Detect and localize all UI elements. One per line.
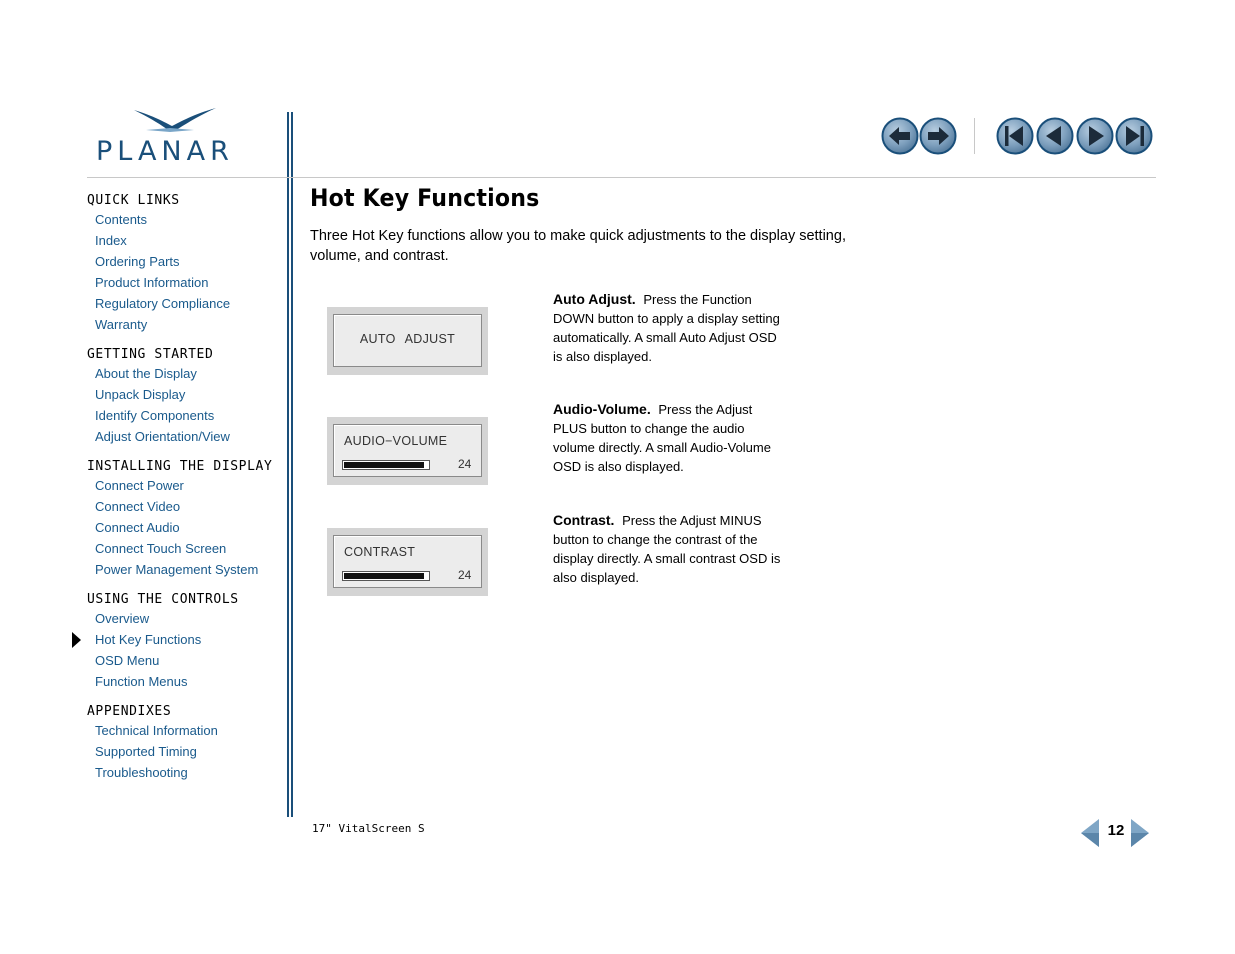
nav-link-function-menus[interactable]: Function Menus <box>95 674 188 689</box>
header-rule <box>87 177 1156 178</box>
osd-level-fill <box>344 462 424 468</box>
nav-link-connect-video[interactable]: Connect Video <box>95 499 181 514</box>
nav-link-technical-information[interactable]: Technical Information <box>95 723 218 738</box>
page-number: 12 <box>1107 822 1125 839</box>
nav-heading: GETTING STARTED <box>87 347 214 362</box>
page-prev-button[interactable] <box>1080 818 1100 848</box>
nav-link-product-information[interactable]: Product Information <box>95 275 209 290</box>
nav-link-overview[interactable]: Overview <box>95 611 150 626</box>
contrast-description <box>553 511 783 587</box>
description-term: Auto Adjust. <box>553 291 636 307</box>
nav-link-ordering-parts[interactable]: Ordering Parts <box>95 254 180 269</box>
sidebar-nav <box>87 192 282 794</box>
previous-page-button[interactable] <box>1036 117 1074 155</box>
osd-label: AUTO ADJUST <box>359 332 456 346</box>
description-text: Press the Adjust MINUS button to change the contrast of the display directly. A small contrast OSD is also displayed. <box>553 513 781 585</box>
next-page-icon <box>1076 117 1114 155</box>
nav-link-about-display[interactable]: About the Display <box>95 366 197 381</box>
osd-level-bar <box>342 460 430 470</box>
description-term: Audio-Volume. <box>553 401 651 417</box>
nav-link-unpack-display[interactable]: Unpack Display <box>95 387 186 402</box>
osd-audio-volume-image <box>327 417 488 485</box>
osd-label: AUDIO−VOLUME <box>344 434 448 448</box>
current-page-marker-icon <box>72 632 81 648</box>
last-page-icon <box>1115 117 1153 155</box>
osd-label: CONTRAST <box>344 545 416 559</box>
auto-adjust-description <box>553 290 783 366</box>
audio-volume-description <box>553 400 783 476</box>
previous-page-icon <box>1036 117 1074 155</box>
nav-section-appendixes <box>87 703 282 783</box>
osd-panel <box>333 424 482 477</box>
nav-link-contents[interactable]: Contents <box>95 212 148 227</box>
intro-paragraph: Three Hot Key functions allow you to make quick adjustments to the display setting, volume, and contrast. <box>310 228 846 264</box>
sidebar-divider <box>291 112 293 817</box>
nav-current-item <box>87 629 282 650</box>
first-page-icon <box>996 117 1034 155</box>
nav-link-index[interactable]: Index <box>95 233 127 248</box>
forward-icon <box>919 117 957 155</box>
next-page-button[interactable] <box>1076 117 1114 155</box>
description-term: Contrast. <box>553 512 615 528</box>
page-next-button[interactable] <box>1130 818 1150 848</box>
sidebar-divider <box>287 112 289 817</box>
nav-section-installing <box>87 458 282 580</box>
page-prev-icon <box>1080 818 1100 848</box>
nav-heading: APPENDIXES <box>87 704 172 719</box>
footer-product-name: 17" VitalScreen S <box>312 822 425 835</box>
nav-link-identify-components[interactable]: Identify Components <box>95 408 215 423</box>
logo-swoosh <box>94 106 250 138</box>
page-title: Hot Key Functions <box>310 184 540 212</box>
nav-link-osd-menu[interactable]: OSD Menu <box>95 653 160 668</box>
description-text: Press the Adjust PLUS button to change the audio volume directly. A small Audio-Volume OSD is also displayed. <box>553 402 771 474</box>
nav-link-supported-timing[interactable]: Supported Timing <box>95 744 197 759</box>
forward-button[interactable] <box>919 117 957 155</box>
nav-section-using-controls <box>87 591 282 692</box>
osd-auto-adjust-image <box>327 307 488 375</box>
nav-link-power-management[interactable]: Power Management System <box>95 562 259 577</box>
nav-heading: USING THE CONTROLS <box>87 592 239 607</box>
nav-heading: INSTALLING THE DISPLAY <box>87 459 273 474</box>
nav-link-connect-audio[interactable]: Connect Audio <box>95 520 180 535</box>
osd-value: 24 <box>458 457 472 471</box>
nav-link-hot-key-functions[interactable]: Hot Key Functions <box>95 632 202 647</box>
nav-link-regulatory-compliance[interactable]: Regulatory Compliance <box>95 296 231 311</box>
nav-heading: QUICK LINKS <box>87 193 180 208</box>
description-text: Press the Function DOWN button to apply a display setting automatically. A small Auto Adjust OSD is also displayed. <box>553 292 780 364</box>
osd-panel <box>333 535 482 588</box>
nav-link-adjust-orientation[interactable]: Adjust Orientation/View <box>95 429 230 444</box>
nav-link-connect-touch-screen[interactable]: Connect Touch Screen <box>95 541 227 556</box>
page-next-icon <box>1130 818 1150 848</box>
first-page-button[interactable] <box>996 117 1034 155</box>
osd-level-fill <box>344 573 424 579</box>
osd-level-bar <box>342 571 430 581</box>
nav-link-troubleshooting[interactable]: Troubleshooting <box>95 765 188 780</box>
nav-link-connect-power[interactable]: Connect Power <box>95 478 184 493</box>
toolbar-separator <box>974 118 975 154</box>
last-page-button[interactable] <box>1115 117 1153 155</box>
logo-text: PLANAR <box>96 136 234 167</box>
planar-logo <box>94 106 250 168</box>
nav-section-quick-links <box>87 192 282 335</box>
osd-panel <box>333 314 482 367</box>
osd-contrast-image <box>327 528 488 596</box>
back-icon <box>881 117 919 155</box>
back-button[interactable] <box>881 117 919 155</box>
osd-value: 24 <box>458 568 472 582</box>
nav-section-getting-started <box>87 346 282 447</box>
nav-link-warranty[interactable]: Warranty <box>95 317 148 332</box>
